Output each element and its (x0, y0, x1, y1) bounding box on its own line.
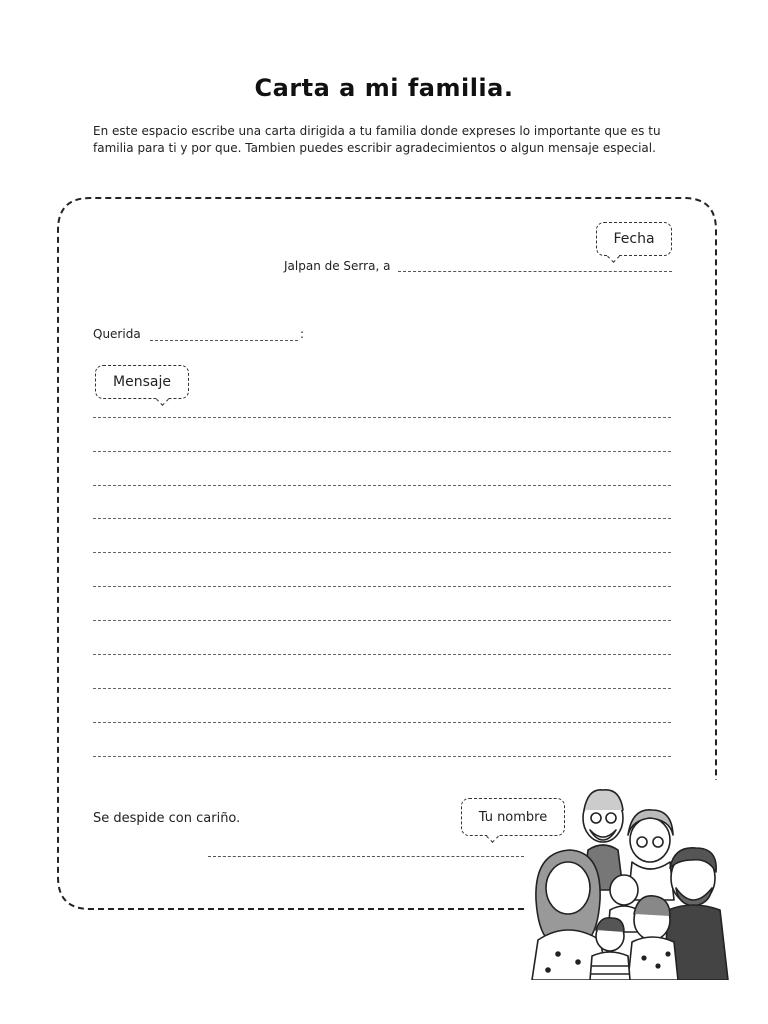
message-line-1[interactable] (93, 417, 671, 418)
family-illustration-icon (528, 780, 740, 980)
date-label: Fecha (613, 231, 655, 247)
message-line-5[interactable] (93, 552, 671, 553)
place-text: Jalpan de Serra, a (284, 259, 391, 273)
greeting-colon: : (300, 327, 305, 341)
message-line-9[interactable] (93, 688, 671, 689)
recipient-line[interactable] (150, 340, 298, 341)
greeting-text: Querida (93, 327, 141, 341)
date-label-bubble (596, 222, 672, 256)
message-line-2[interactable] (93, 451, 671, 452)
closing-text: Se despide con cariño. (93, 811, 241, 826)
signature-line[interactable] (208, 856, 524, 857)
message-line-8[interactable] (93, 654, 671, 655)
instructions-text: En este espacio escribe una carta dirigida a tu familia donde expreses lo importante que es tu familia para ti y por que. Tambien puedes escribir agradecimientos o algun mensaje especial. (93, 124, 661, 155)
message-line-7[interactable] (93, 620, 671, 621)
page-title: Carta a mi familia. (254, 74, 514, 102)
message-line-4[interactable] (93, 518, 671, 519)
message-label-bubble (95, 365, 189, 399)
message-label: Mensaje (113, 374, 171, 390)
message-line-11[interactable] (93, 756, 671, 757)
message-line-3[interactable] (93, 485, 671, 486)
name-label: Tu nombre (478, 809, 548, 825)
message-line-10[interactable] (93, 722, 671, 723)
message-line-6[interactable] (93, 586, 671, 587)
date-line[interactable] (398, 271, 672, 272)
